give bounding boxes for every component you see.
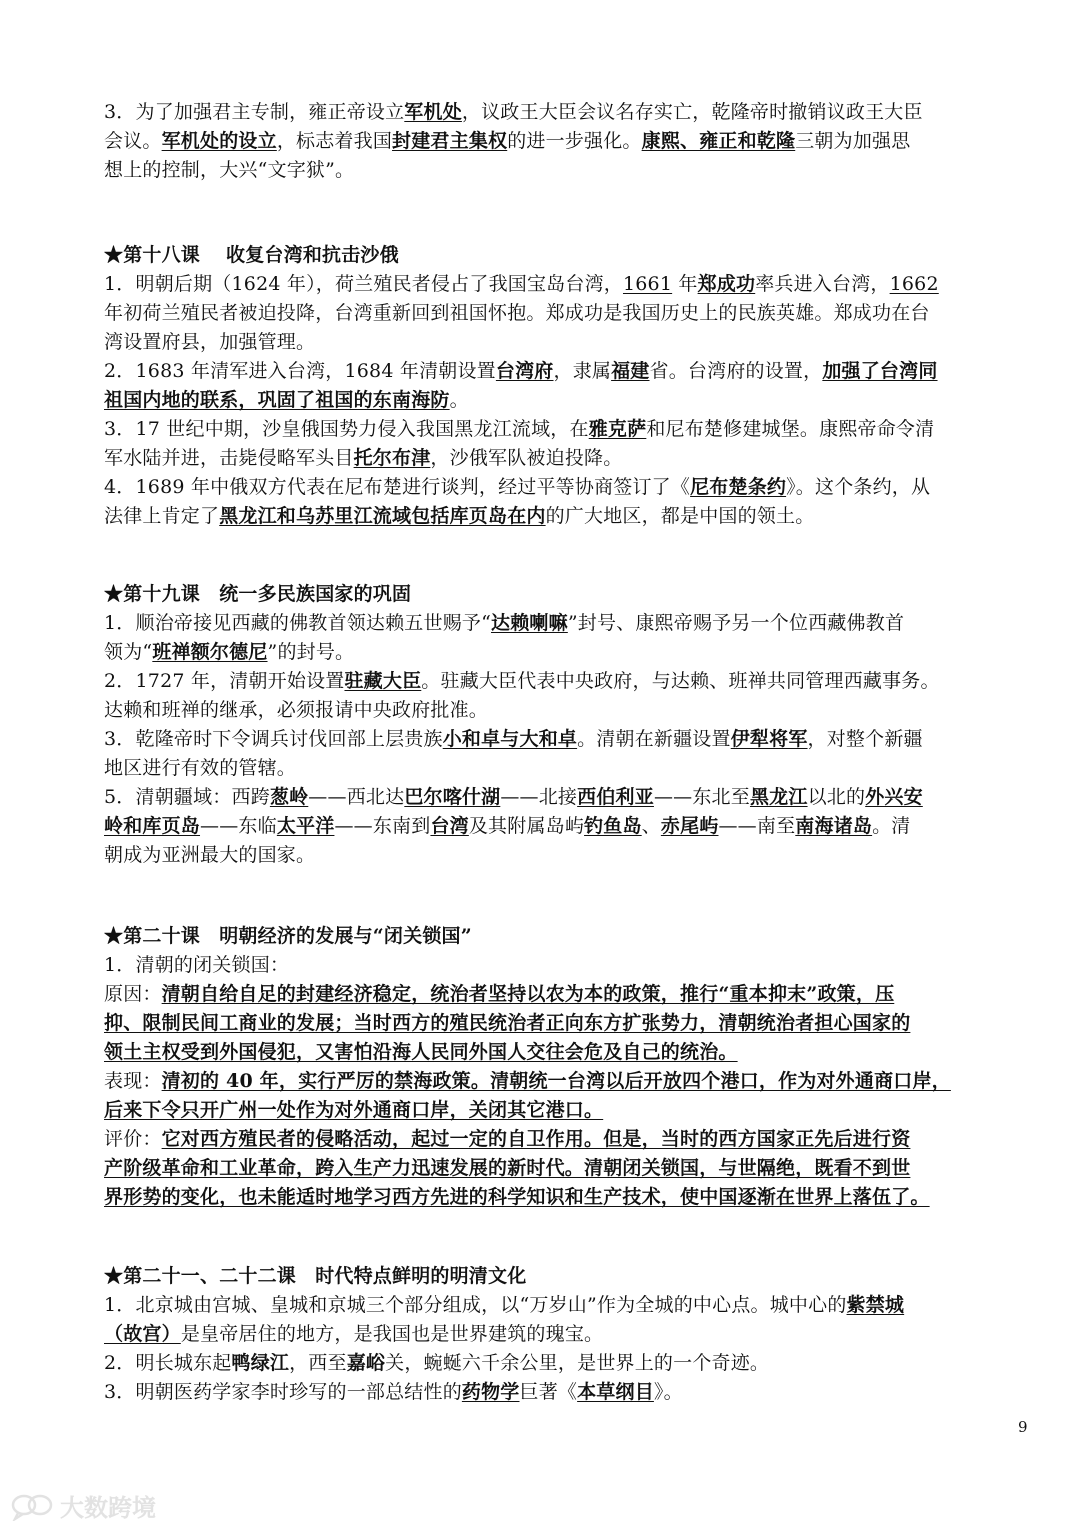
key-term: 1661 (622, 273, 673, 295)
key-term: 鸭绿江 (231, 1352, 290, 1374)
text-run: 3．17 世纪中期，沙皇俄国势力侵入我国黑龙江流域，在 (104, 418, 589, 440)
key-term: 南海诸岛 (795, 815, 873, 837)
key-term: 康熙、雍正和乾隆 (641, 130, 796, 152)
text-run: 。清 (872, 815, 911, 837)
key-term: 军机处 (404, 101, 462, 123)
key-term: 抑、限制民间工商业的发展；当时西方的殖民统治者正向东方扩张势力，清朝统治者担心国家的 (104, 1012, 911, 1034)
key-term: 黑龙江和乌苏里江流域包括库页岛在内 (219, 505, 546, 527)
cause-label: 原因： (104, 983, 162, 1005)
paragraph-line (104, 328, 1034, 357)
text-run: ，议政王大臣会议名存实亡，乾隆帝时撤销议政王大臣 (461, 101, 923, 123)
section-heading (104, 241, 1034, 270)
key-term: 军机处的设立 (161, 130, 277, 152)
text-run: 年 (672, 273, 698, 295)
key-term: 郑成功 (697, 273, 756, 295)
text-run: 朝成为亚洲最大的国家。 (104, 844, 316, 866)
key-term: 太平洋 (276, 815, 335, 837)
text-run: 军水陆并进，击毙侵略军头目 (104, 447, 354, 469)
watermark (10, 1488, 156, 1523)
text-run: 率兵进入台湾， (755, 273, 890, 295)
watermark-text: 大数跨境 (60, 1494, 156, 1522)
lesson19-section (104, 580, 1034, 870)
paragraph-line (104, 1038, 1034, 1067)
text-run: 》。 (653, 1381, 683, 1403)
text-run: 领为“ (104, 641, 153, 663)
key-term: 台湾府 (495, 360, 554, 382)
paragraph-line (104, 951, 1034, 980)
paragraph-line (104, 1291, 1034, 1320)
paragraph-line (104, 1349, 1034, 1378)
key-term: 清朝自给自足的封建经济稳定，统治者坚持以农为本的政策，推行“重本抑末”政策，压 (161, 983, 895, 1005)
text-run: 是皇帝居住的地方，是我国也是世界建筑的瑰宝。 (180, 1323, 604, 1345)
text-run: ”封号、康熙帝赐予另一个位西藏佛教首 (567, 612, 905, 634)
key-term: 托尔布津 (353, 447, 431, 469)
text-run: ——东南到 (334, 815, 431, 837)
paragraph-line (104, 812, 1034, 841)
paragraph-line (104, 386, 1034, 415)
text-run: 1．明朝后期（1624 年），荷兰殖民者侵占了我国宝岛台湾， (104, 273, 623, 295)
text-run: 。驻藏大臣代表中央政府，与达赖、班禅共同管理西藏事务。 (421, 670, 940, 692)
paragraph-line (104, 783, 1034, 812)
key-term: 雅克萨 (588, 418, 647, 440)
paragraph-line (104, 980, 1034, 1009)
paragraph-line (104, 1009, 1034, 1038)
key-term: 产阶级革命和工业革命，跨入生产力迅速发展的新时代。清朝闭关锁国，与世隔绝，既看不到世 (104, 1157, 911, 1179)
text-run: 1．清朝的闭关锁国： (104, 954, 290, 976)
section-heading (104, 580, 1034, 609)
lesson18-section (104, 241, 1034, 531)
key-term: 封建君主集权 (392, 130, 508, 152)
text-run: ”的封号。 (267, 641, 355, 663)
section-heading (104, 922, 1034, 951)
text-run: 达赖和班禅的继承，必须报请中央政府批准。 (104, 699, 489, 721)
text-run: 3．明朝医药学家李时珍写的一部总结性的 (104, 1381, 462, 1403)
text-run: 湾设置府县，加强管理。 (104, 331, 316, 353)
star-icon: ★ (104, 583, 124, 605)
paragraph-line (104, 1096, 1034, 1125)
key-term: 葱岭 (269, 786, 309, 808)
key-term: 班禅额尔德尼 (152, 641, 268, 663)
paragraph-line (104, 98, 1034, 127)
key-term: 黑龙江 (749, 786, 808, 808)
text-run: 会议。 (104, 130, 162, 152)
key-term: 伊犁将军 (730, 728, 808, 750)
text-run: 。清朝在新疆设置 (577, 728, 731, 750)
key-term: 药物学 (461, 1381, 520, 1403)
evaluation-label: 评价： (104, 1128, 162, 1150)
key-term: 本草纲目 (577, 1381, 654, 1403)
key-term: 台湾 (430, 815, 469, 837)
paragraph-line (104, 667, 1034, 696)
paragraph-line (104, 127, 1034, 156)
star-icon: ★ (104, 244, 124, 266)
text-run: 地区进行有效的管辖。 (104, 757, 297, 779)
key-term: 巴尔喀什湖 (404, 786, 501, 808)
key-term: 外兴安 (865, 786, 923, 808)
text-run: 2．明长城东起 (104, 1352, 232, 1374)
text-run: ——东北至 (653, 786, 750, 808)
section-title: 第十八课 收复台湾和抗击沙俄 (123, 244, 399, 266)
section-title: 第十九课 统一多民族国家的巩固 (123, 583, 412, 605)
text-run: 1．顺治帝接见西藏的佛教首领达赖五世赐予“ (104, 612, 492, 634)
key-term: 赤尾屿 (660, 815, 719, 837)
text-run: 》。这个条约，从 (786, 476, 931, 498)
paragraph-line (104, 1154, 1034, 1183)
text-run: ——东临 (200, 815, 277, 837)
paragraph-line (104, 444, 1034, 473)
text-run: 巨著《 (519, 1381, 578, 1403)
text-run: ——北接 (500, 786, 578, 808)
paragraph-line (104, 1125, 1034, 1154)
star-icon: ★ (104, 1265, 124, 1287)
key-term: 后来下令只开广州一处作为对外通商口岸，关闭其它港口。 (104, 1099, 604, 1121)
key-term: 达赖喇嘛 (491, 612, 568, 634)
paragraph-line (104, 357, 1034, 386)
paragraph-line (104, 1320, 1034, 1349)
paragraph-line (104, 638, 1034, 667)
key-term: 福建 (611, 360, 650, 382)
text-run: 3．为了加强君主专制，雍正帝设立 (104, 101, 405, 123)
key-term: 驻藏大臣 (344, 670, 422, 692)
text-run: 的广大地区，都是中国的领土。 (545, 505, 815, 527)
paragraph-line (104, 473, 1034, 502)
key-term: 加强了台湾同 (822, 360, 938, 382)
paragraph-line (104, 299, 1034, 328)
paragraph-line (104, 156, 1034, 185)
paragraph-line (104, 696, 1034, 725)
section-title: 第二十课 明朝经济的发展与“闭关锁国” (123, 925, 472, 947)
paragraph-line (104, 415, 1034, 444)
speech-bubble-icon (10, 1491, 54, 1521)
manifestation-label: 表现： (104, 1070, 162, 1092)
paragraph-line (104, 841, 1034, 870)
text-run: ，西至 (289, 1352, 347, 1374)
paragraph-line (104, 754, 1034, 783)
text-run: 。 (449, 389, 469, 411)
text-run: 关，蜿蜒六千余公里，是世界上的一个奇迹。 (385, 1352, 770, 1374)
paragraph-line (104, 1183, 1034, 1212)
text-run: 2．1683 年清军进入台湾，1684 年清朝设置 (104, 360, 496, 382)
key-term: （故宫） (104, 1323, 181, 1345)
key-term: 钓鱼岛 (584, 815, 642, 837)
lesson20-section (104, 922, 1034, 1212)
text-run: 法律上肯定了 (104, 505, 220, 527)
key-term: 尼布楚条约 (690, 476, 787, 498)
section-title: 第二十一、二十二课 时代特点鲜明的明清文化 (123, 1265, 527, 1287)
key-term: 它对西方殖民者的侵略活动，起过一定的自卫作用。但是，当时的西方国家正先后进行资 (161, 1128, 911, 1150)
text-run: 及其附属岛屿 (468, 815, 585, 837)
text-run: 5．清朝疆域：西跨 (104, 786, 270, 808)
text-run: 、 (641, 815, 661, 837)
text-run: 的进一步强化。 (507, 130, 642, 152)
section-heading (104, 1262, 1034, 1291)
key-term: 界形势的变化，也未能适时地学习西方先进的科学知识和生产技术，使中国逐渐在世界上落伍了。 (104, 1186, 930, 1208)
text-run: ——南至 (718, 815, 796, 837)
key-term: 领土主权受到外国侵犯，又害怕沿海人民同外国人交往会危及自己的统治。 (104, 1041, 738, 1063)
text-run: ，标志着我国 (276, 130, 393, 152)
key-term: 西伯利亚 (577, 786, 654, 808)
text-run: ，隶属 (553, 360, 612, 382)
text-run: ，对整个新疆 (807, 728, 923, 750)
text-run: 1．北京城由宫城、皇城和京城三个部分组成，以“万岁山”作为全城的中心点。城中心的 (104, 1294, 847, 1316)
key-term: 岭和库页岛 (104, 815, 201, 837)
key-term: 嘉峪 (346, 1352, 386, 1374)
text-run: 想上的控制，大兴“文字狱”。 (104, 159, 355, 181)
text-run: 年初荷兰殖民者被迫投降，台湾重新回到祖国怀抱。郑成功是我国历史上的民族英雄。郑成功在台 (104, 302, 930, 324)
paragraph-line (104, 1067, 1034, 1096)
page-number: 9 (1018, 1418, 1028, 1436)
text-run: ，沙俄军队被迫投降。 (430, 447, 623, 469)
text-run: 省。台湾府的设置， (649, 360, 823, 382)
key-term: 祖国内地的联系，巩固了祖国的东南海防 (104, 389, 450, 411)
text-run: 以北的 (807, 786, 866, 808)
text-run: 2．1727 年，清朝开始设置 (104, 670, 345, 692)
text-run: 三朝为加强思 (795, 130, 911, 152)
key-term: 清初的 40 年，实行严厉的禁海政策。清朝统一台湾以后开放四个港口，作为对外通商口岸， (161, 1070, 951, 1092)
lesson17-item3 (104, 98, 1034, 185)
key-term: 1662 (889, 273, 939, 295)
key-term: 紫禁城 (846, 1294, 905, 1316)
paragraph-line (104, 502, 1034, 531)
paragraph-line (104, 270, 1034, 299)
text-run: ——西北达 (308, 786, 405, 808)
text-run: 和尼布楚修建城堡。康熙帝命令清 (646, 418, 935, 440)
text-run: 3．乾隆帝时下令调兵讨伐回部上层贵族 (104, 728, 443, 750)
key-term: 小和卓与大和卓 (442, 728, 578, 750)
paragraph-line (104, 1378, 1034, 1407)
paragraph-line (104, 725, 1034, 754)
lesson21-22-section (104, 1262, 1034, 1407)
text-run: 4．1689 年中俄双方代表在尼布楚进行谈判，经过平等协商签订了《 (104, 476, 691, 498)
paragraph-line (104, 609, 1034, 638)
star-icon: ★ (104, 925, 124, 947)
